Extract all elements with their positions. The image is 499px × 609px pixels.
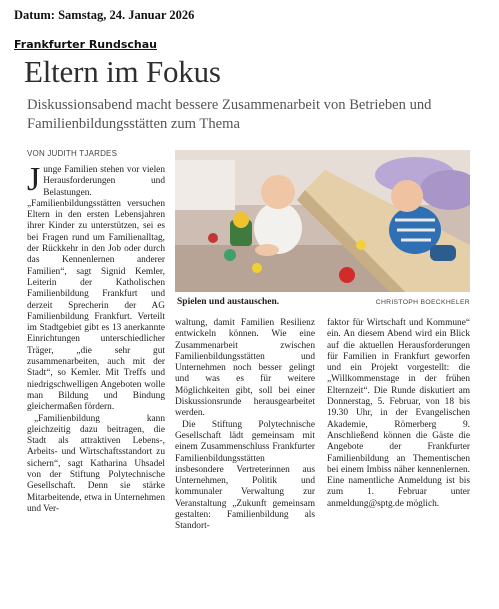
headline: Eltern im Fokus bbox=[24, 54, 221, 89]
article-photo bbox=[175, 150, 470, 292]
column-1-paragraph-1: unge Familien stehen vor vielen Herausforderungen und Belastungen. „Familienbildungsstätten versuchen Eltern in den ersten Lebensjahren ihrer Kinder zu unterstützen, sei es bei Fragen rund um Familienalltag, der Rückkehr in den Job oder durch das Kennenlernen anderer Familien“, sagt Signid Kemler, Leiterin der Katholischen Familienbildung Frankfurt und derzeit Sprecherin der AG Familienbildung Frankfurt. Verteilt im Stadtgebiet gibt es 13 anerkannte Einrichtungen unterschiedlicher Träger, „die sehr gut zusammenarbeiten, auch mit der Stadt“, so Kemler. Mit Treffs und niedrigschwelligen Angeboten wolle man Bildung und Bindung gleichermaßen fördern. bbox=[27, 165, 165, 413]
newspaper-source: Frankfurter Rundschau bbox=[14, 38, 157, 51]
article-column-3 bbox=[327, 318, 470, 510]
children-playing-illustration bbox=[175, 150, 470, 292]
byline: VON JUDITH TJARDES bbox=[27, 149, 118, 158]
article-column-1 bbox=[27, 161, 165, 515]
article-column-2 bbox=[175, 318, 315, 533]
date-line: Datum: Samstag, 24. Januar 2026 bbox=[14, 8, 195, 22]
dropcap: J bbox=[27, 161, 41, 198]
photo-caption: Spielen und austauschen. bbox=[177, 297, 280, 307]
column-2-paragraph-2: Die Stiftung Polytechnische Gesellschaft lädt gemeinsam mit einem Zusammenschluss Frankfurter Familienbildungsstätten insbesondere Vertreterinnen aus Unternehmen, Politik und kommunaler Verwaltung zur Veranstaltung „Zukunft gemeinsam gestalten: Familienbildung als Standort- bbox=[175, 419, 315, 532]
column-2-paragraph-1: waltung, damit Familien Resilienz entwickeln können. Wie eine Zusammenarbeit zwischen Familienbildungsstätten und Unternehmen noch besser gelingt und was es für weitere Möglichkeiten gibt, soll bei einer Diskussionsrunde herausgearbeitet werden. bbox=[175, 318, 315, 419]
column-3-paragraph-1: faktor für Wirtschaft und Kommune“ ein. An diesem Abend wird ein Blick auf die aktuellen Herausforderungen für Familien in Frankfurt geworfen und ein Projekt vorgestellt: die „Willkommenstage in der frühen Elternzeit“. Die Runde diskutiert am Donnerstag, 5. Februar, von 18 bis 19.30 Uhr, in der Evangelischen Akademie, Römerberg 9. Anschließend können die Gäste die Angebote der Frankfurter Familienbildung an Thementischen bei einem Imbiss näher kennenlernen. Eine namentliche Anmeldung ist bis zum 1. Februar unter anmeldung@sptg.de möglich. bbox=[327, 318, 470, 509]
column-1-paragraph-2: „Familienbildung kann gleichzeitig dazu beitragen, die Stadt als attraktiven Lebens-, Arbeits- und Wirtschaftsstandort zu sichern“, sagt Katharina Uhsadel von der Stiftung Polytechnische Gesellschaft. Denn sie stärke Mitarbeitende, etwa in Unternehmen und Ver- bbox=[27, 413, 165, 514]
subheadline: Diskussionsabend macht bessere Zusammenarbeit von Betrieben und Familienbildungsstätten zum Thema bbox=[27, 97, 432, 132]
photo-credit: CHRISTOPH BOECKHELER bbox=[375, 299, 470, 306]
